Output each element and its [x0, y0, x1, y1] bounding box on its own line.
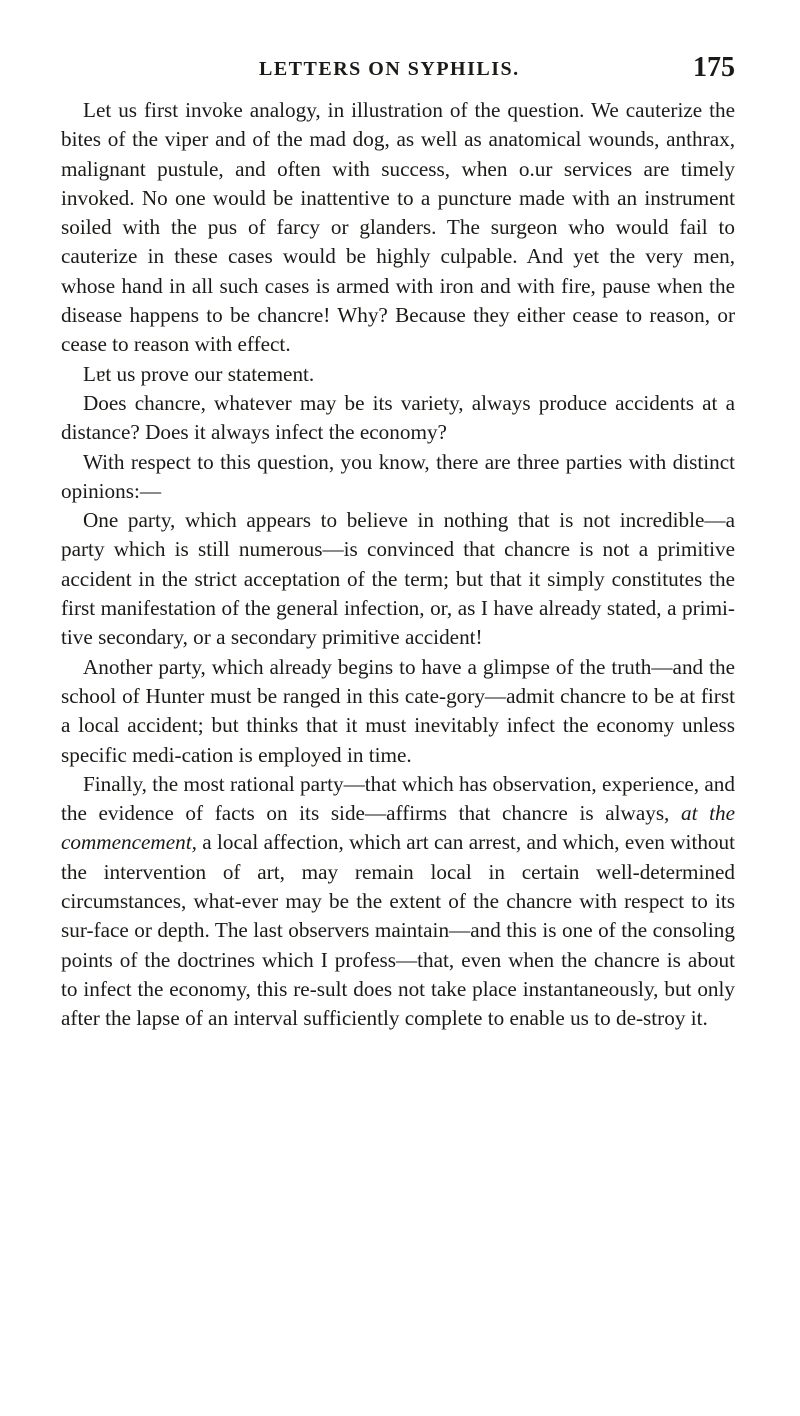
- page-number: 175: [693, 52, 735, 83]
- paragraph-three-parties: With respect to this question, you know, there are three parties with distinct opinions:—: [61, 449, 735, 503]
- paragraph-question: Does chancre, whatever may be its variety, always produce accidents at a distance? Does it always infect the economy?: [61, 390, 735, 445]
- text-body: [61, 96, 735, 1034]
- paragraph-text: Finally, the most rational party—that which has observation, experience, and the evidence of facts on its side—affirms that chancre is always,: [61, 771, 735, 826]
- emphasis-text: at the commencement,: [61, 801, 735, 855]
- paragraph-second-party: Another party, which already begins to have a glimpse of the truth—and the school of Hunter must be ranged in this cate-gory—admit chancre to be at first a local accident; but thinks that it must inevitably infect the economy unless specific medi-cation is employed in time.: [61, 654, 735, 767]
- running-header: [61, 50, 735, 94]
- paragraph-rational-party: [61, 770, 735, 1034]
- running-title: LETTERS ON SYPHILIS.: [259, 58, 520, 80]
- book-page: [61, 50, 735, 1034]
- paragraph-analogy: Let us first invoke analogy, in illustration of the question. We cauterize the bites of the viper and of the mad dog, as well as anatomical wounds, anthrax, malignant pustule, and often with success, when o.ur services are timely invoked. No one would be inattentive to a puncture made with an instrument soiled with the pus of farcy or glanders. The surgeon who would fail to cauterize in these cases would be highly culpable. And yet the very men, whose hand in all such cases is armed with iron and with fire, pause when the disease happens to be chancre! Why? Because they either cease to reason, or cease to reason with effect.: [61, 98, 735, 357]
- paragraph-first-party: One party, which appears to believe in nothing that is not incredible—a party which is still numerous—is convinced that chancre is not a primitive accident in the strict acceptation of the term; but that it simply constitutes the first manifestation of the general infection, or, as I have already stated, a primi-tive secondary, or a secondary primitive accident!: [61, 508, 735, 650]
- paragraph-prove-statement: Lɐt us prove our statement.: [83, 361, 315, 386]
- paragraph-text: a local affection, which art can arrest, and which, even without the intervention of art, may remain local in certain well-determined circumstances, what-ever may be the extent of the chancre with respect to its sur-face or depth. The last observers maintain—and this is one of the consoling points of the doctrines which I profess—that, even when the chancre is about to infect the economy, this re-sult does not take place instantaneously, but only after the lapse of an interval sufficiently complete to enable us to de-stroy it.: [61, 830, 735, 1031]
